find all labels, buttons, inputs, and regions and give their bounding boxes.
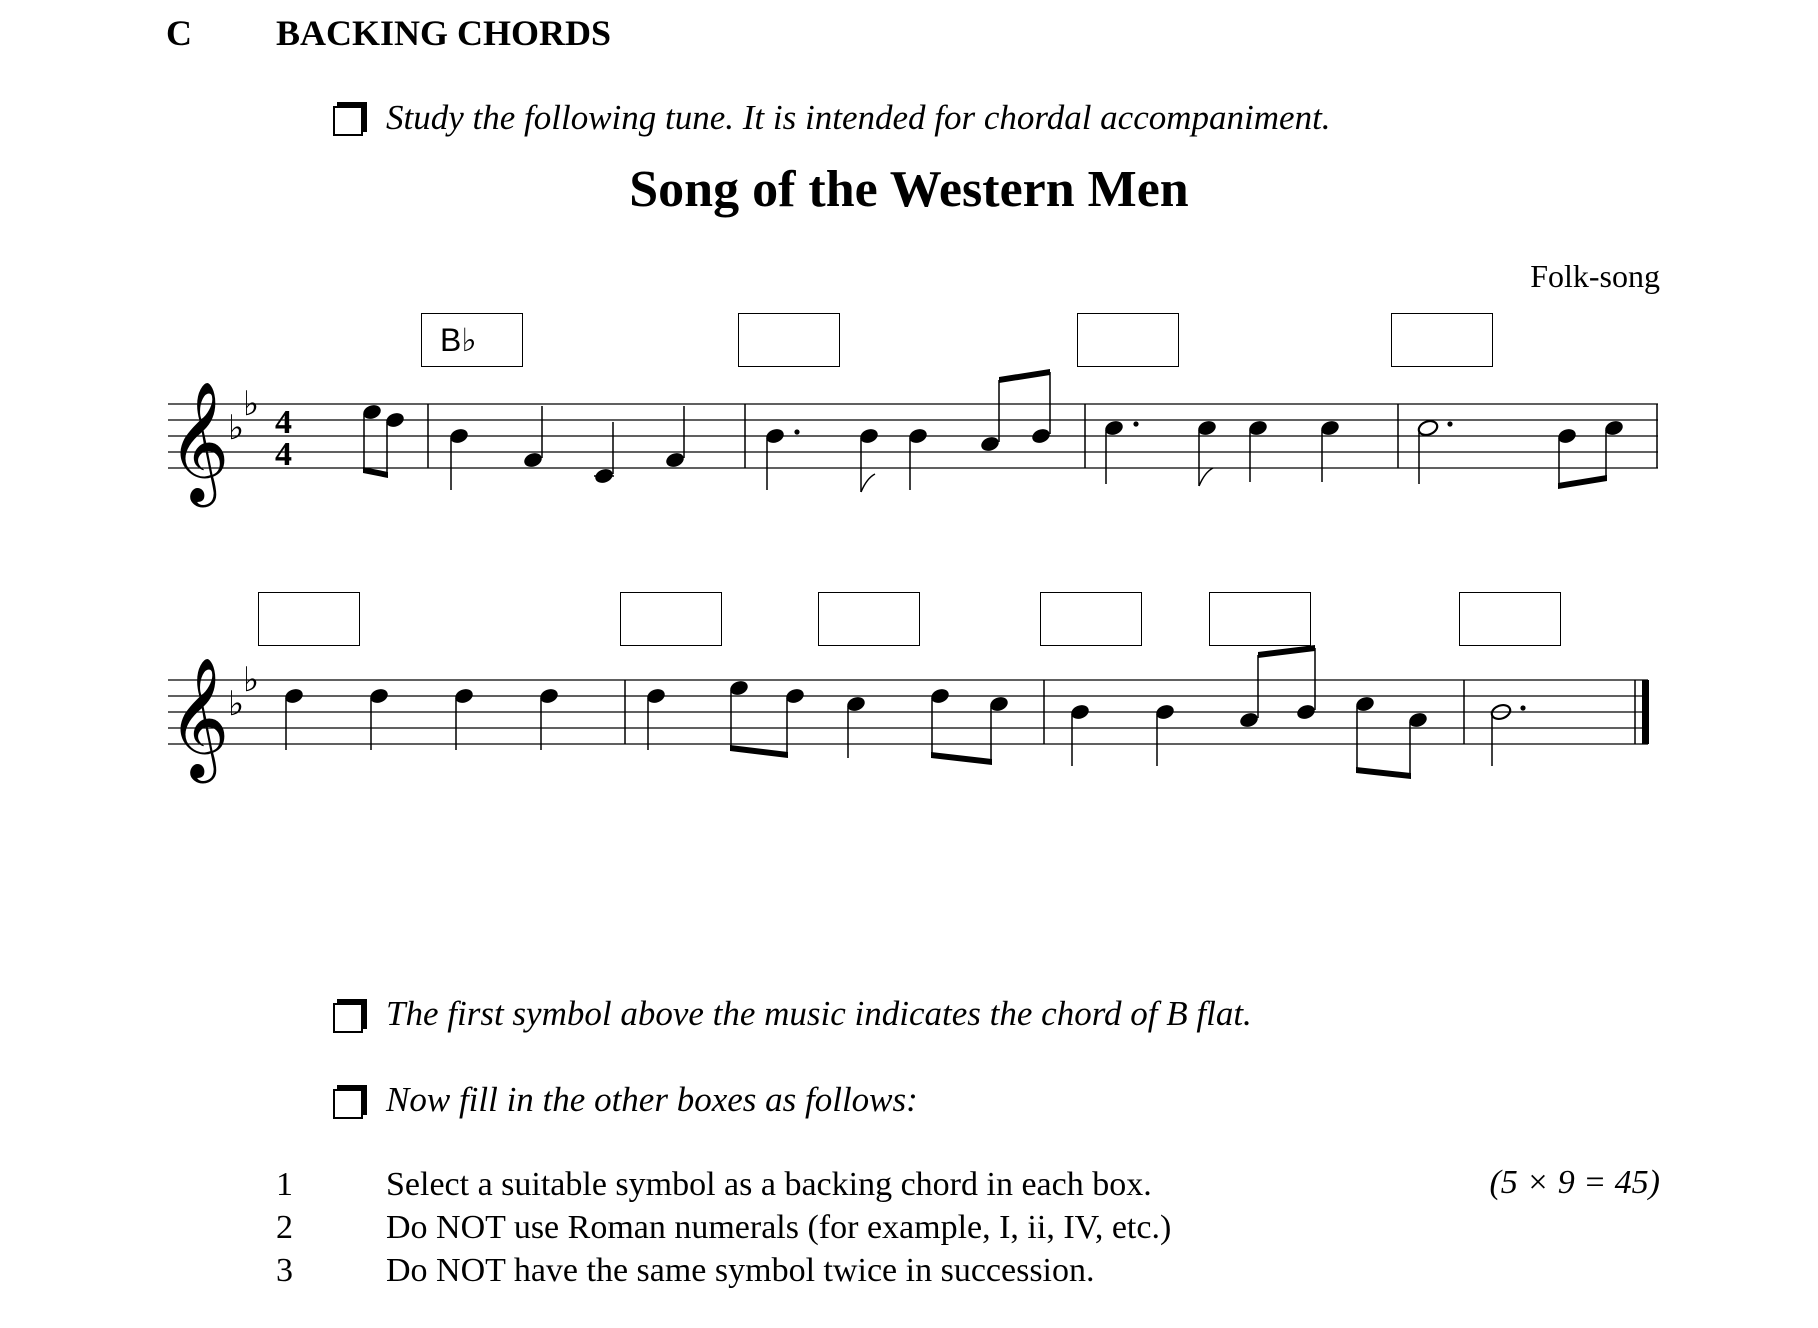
checkbox-icon[interactable] — [333, 106, 363, 136]
notes-bar-2 — [764, 369, 1051, 492]
staff-system-1 — [0, 360, 1818, 580]
treble-clef-icon: 𝄞 — [168, 656, 230, 778]
checkbox-icon[interactable] — [333, 1089, 363, 1119]
rule-text: Do NOT use Roman numerals (for example, I, ii, IV, etc.) — [386, 1209, 1172, 1246]
rule-number: 3 — [276, 1252, 293, 1289]
rule-text: Do NOT have the same symbol twice in succession. — [386, 1252, 1095, 1289]
intro-instruction: Study the following tune. It is intended for chordal accompaniment. — [386, 98, 1331, 137]
final-barline — [1642, 680, 1649, 744]
chord-box-4[interactable] — [1391, 313, 1493, 367]
chord-box-2[interactable] — [738, 313, 840, 367]
flat-icon: ♭ — [243, 384, 260, 424]
chord-box-3[interactable] — [1077, 313, 1179, 367]
notes-bar-6 — [645, 679, 1009, 765]
composer-label: Folk-song — [1530, 258, 1660, 294]
treble-clef-icon: 𝄞 — [168, 380, 230, 502]
instruction-fill-boxes: Now fill in the other boxes as follows: — [386, 1080, 918, 1119]
instruction-first-symbol: The first symbol above the music indicates the chord of B flat. — [386, 994, 1252, 1033]
notes-bar-1 — [448, 406, 685, 490]
flat-icon: ♭ — [228, 408, 245, 448]
time-signature-top: 4 — [275, 404, 292, 441]
rule-number: 2 — [276, 1209, 293, 1246]
rule-number: 1 — [276, 1166, 293, 1203]
section-title: BACKING CHORDS — [276, 13, 612, 53]
flat-icon: ♭ — [228, 684, 245, 724]
rule-text: Select a suitable symbol as a backing chord in each box. — [386, 1166, 1152, 1203]
chord-box-1: B♭ — [421, 313, 523, 367]
song-title: Song of the Western Men — [629, 161, 1189, 218]
time-signature-bottom: 4 — [275, 436, 292, 473]
notes-anacrusis — [361, 403, 405, 478]
checkbox-icon[interactable] — [333, 1003, 363, 1033]
staff-system-2 — [0, 635, 1818, 835]
notes-bar-4 — [1417, 419, 1625, 489]
flat-icon: ♭ — [243, 660, 260, 700]
marks-label: (5 × 9 = 45) — [1489, 1164, 1660, 1201]
section-letter: C — [166, 13, 192, 53]
